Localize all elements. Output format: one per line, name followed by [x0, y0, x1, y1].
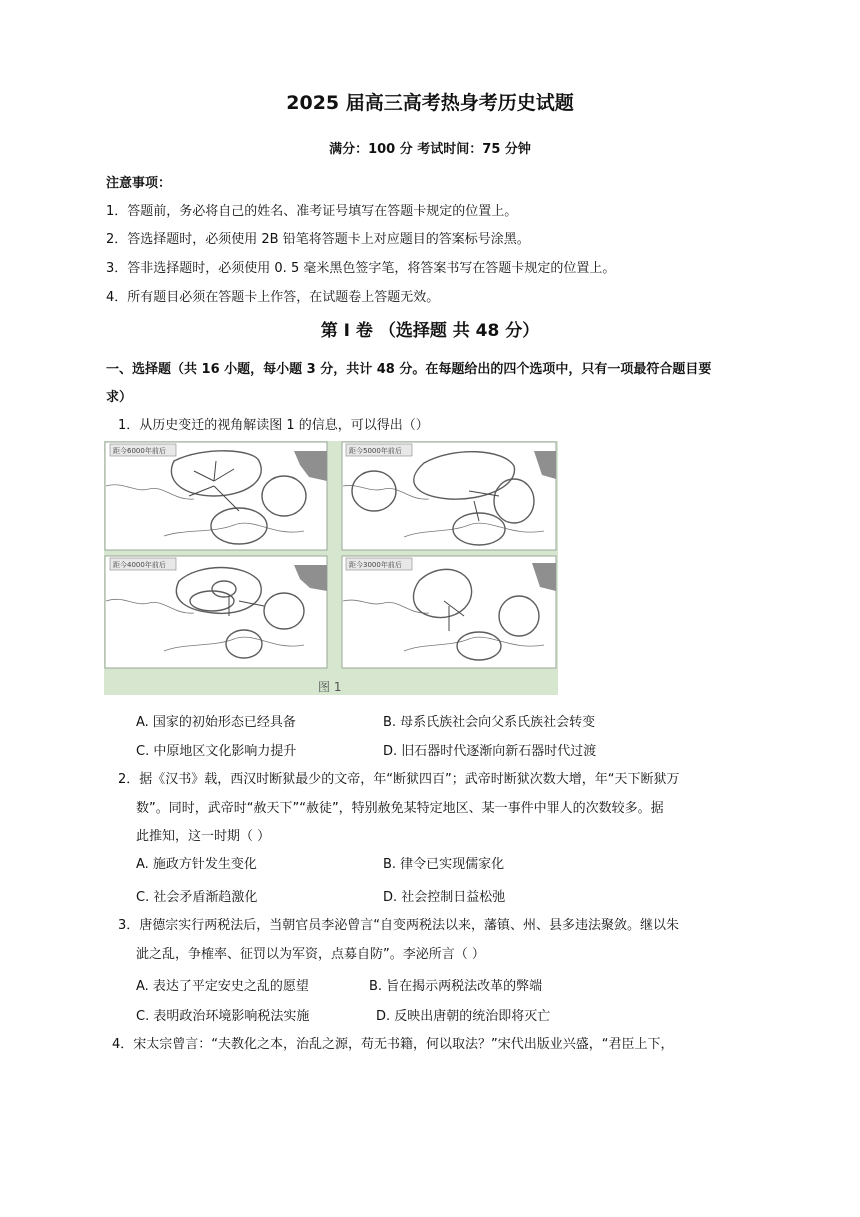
panel-label-4000: 距今4000年前后 [113, 561, 166, 569]
q2-option-b[interactable]: B. 律令已实现儒家化 [383, 857, 505, 872]
notice-item: 1．答题前，务必将自己的姓名、准考证号填写在答题卡规定的位置上。 [106, 204, 518, 219]
section-instruction-cont: 求） [106, 390, 133, 405]
figure-caption: 图 1 [318, 680, 342, 694]
exam-title: 2025 届高三高考热身考历史试题 [286, 92, 574, 114]
q2-option-a[interactable]: A. 施政方针发生变化 [136, 857, 257, 872]
q1-option-c[interactable]: C. 中原地区文化影响力提升 [136, 744, 297, 759]
question-3-stem: 3．唐德宗实行两税法后，当朝官员李泌曾言“自变两税法以来，藩镇、州、县多违法聚敛。继以朱 [118, 918, 680, 933]
q1-option-b[interactable]: B. 母系氏族社会向父系氏族社会转变 [383, 715, 596, 730]
question-4-stem: 4．宋太宗曾言：“夫教化之本，治乱之源，苟无书籍，何以取法？”宋代出版业兴盛，“君臣上下， [112, 1037, 674, 1052]
notice-item: 4．所有题目必须在答题卡上作答，在试题卷上答题无效。 [106, 290, 440, 305]
q1-option-a[interactable]: A. 国家的初始形态已经具备 [136, 715, 296, 730]
panel-label-6000: 距今6000年前后 [113, 447, 166, 455]
question-3-stem-cont: 泚之乱，争榷率、征罚以为军资，点募自防”。李泌所言（ ） [136, 947, 485, 962]
q2-option-c[interactable]: C. 社会矛盾渐趋激化 [136, 890, 258, 905]
q1-option-d[interactable]: D. 旧石器时代逐渐向新石器时代过渡 [383, 744, 597, 759]
question-2-stem-cont: 此推知，这一时期（ ） [136, 829, 271, 844]
section-instruction: 一、选择题（共 16 小题，每小题 3 分，共计 48 分。在每题给出的四个选项中，只有一项最符合题目要 [106, 362, 712, 377]
q3-option-b[interactable]: B. 旨在揭示两税法改革的弊端 [369, 979, 543, 994]
panel-label-3000: 距今3000年前后 [349, 561, 402, 569]
map-panel-4000 [105, 556, 327, 668]
question-1-stem: 1．从历史变迁的视角解读图 1 的信息，可以得出（） [118, 418, 429, 433]
panel-label-5000: 距今5000年前后 [349, 447, 402, 455]
map-panels [104, 441, 558, 695]
q3-option-d[interactable]: D. 反映出唐朝的统治即将灭亡 [376, 1009, 551, 1024]
notice-heading: 注意事项： [106, 176, 172, 191]
question-2-stem-cont: 数”。同时，武帝时“赦天下”“赦徒”，特别赦免某特定地区、某一事件中罪人的次数较多。据 [136, 801, 664, 816]
figure-1-maps [104, 441, 558, 695]
question-2-stem: 2．据《汉书》载，西汉时断狱最少的文帝，年“断狱四百”；武帝时断狱次数大增，年“天下断狱万 [118, 772, 680, 787]
notice-item: 2．答选择题时，必须使用 2B 铅笔将答题卡上对应题目的答案标号涂黑。 [106, 232, 530, 247]
q3-option-a[interactable]: A. 表达了平定安史之乱的愿望 [136, 979, 309, 994]
exam-subtitle: 满分：100 分 考试时间：75 分钟 [329, 142, 531, 157]
notice-item: 3．答非选择题时，必须使用 0. 5 毫米黑色签字笔，将答案书写在答题卡规定的位置上。 [106, 261, 616, 276]
map-panel-5000 [342, 442, 556, 550]
q2-option-d[interactable]: D. 社会控制日益松弛 [383, 890, 506, 905]
q3-option-c[interactable]: C. 表明政治环境影响税法实施 [136, 1009, 310, 1024]
section-title: 第 I 卷 （选择题 共 48 分） [320, 321, 540, 341]
